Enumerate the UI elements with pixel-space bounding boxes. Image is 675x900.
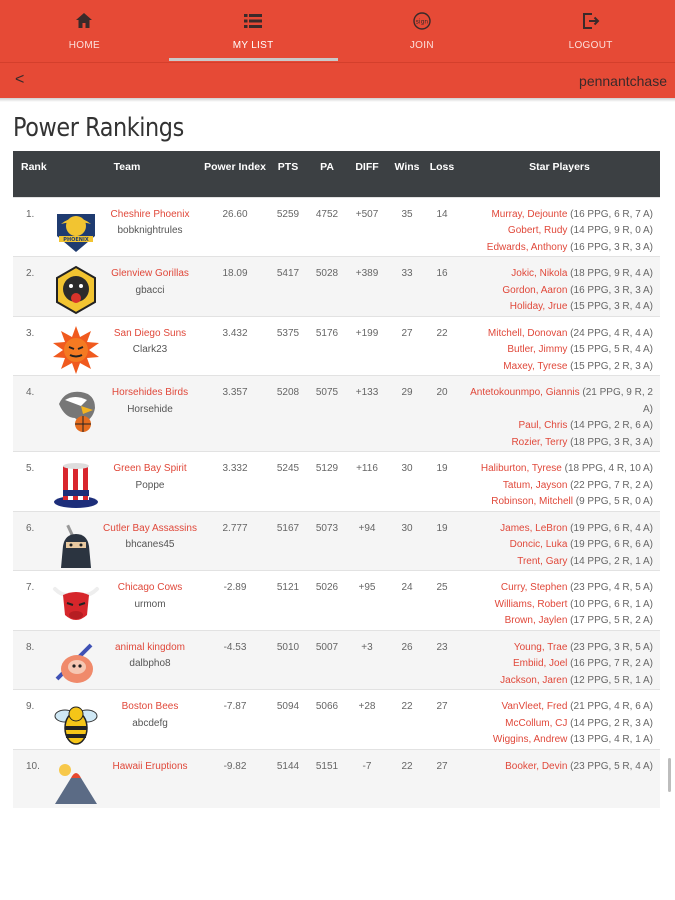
- rank-cell: 7.: [13, 571, 51, 631]
- team-logo-cell: [51, 197, 97, 257]
- star-player-link[interactable]: Rozier, Terry: [511, 436, 568, 448]
- power-index-cell: 3.432: [203, 316, 267, 376]
- star-player: [459, 673, 653, 690]
- team-logo-cell: [51, 749, 97, 808]
- star-player: [459, 266, 653, 283]
- star-player: [459, 640, 653, 657]
- star-player-link[interactable]: Wiggins, Andrew: [492, 734, 568, 745]
- power-index-cell: 3.332: [203, 452, 267, 512]
- star-player-stats: (22 PPG, 7 R, 2 A): [567, 479, 653, 491]
- team-logo-cell: [51, 630, 97, 690]
- star-player-stats: (23 PPG, 4 R, 5 A): [567, 582, 653, 593]
- table-row: [13, 316, 660, 376]
- star-player: [459, 699, 653, 716]
- rank-cell: 4.: [13, 376, 51, 452]
- bull-logo: [51, 579, 101, 629]
- star-player-stats: (10 PPG, 6 R, 1 A): [567, 598, 653, 610]
- pts-cell: 5121: [267, 571, 309, 631]
- star-player-link[interactable]: Murray, Dejounte: [491, 208, 568, 220]
- pts-cell: 5094: [267, 690, 309, 750]
- star-player-stats: (18 PPG, 3 R, 3 A): [567, 436, 653, 448]
- star-player-link[interactable]: Antetokounmpo, Giannis: [470, 387, 580, 398]
- wins-cell: 22: [389, 749, 425, 808]
- team-cell: [97, 690, 203, 750]
- team-cell: [97, 571, 203, 631]
- pts-cell: 5375: [267, 316, 309, 376]
- wins-cell: 30: [389, 452, 425, 512]
- star-player-stats: (14 PPG, 2 R, 1 A): [567, 555, 653, 567]
- star-player-stats: (9 PPG, 5 R, 0 A): [572, 496, 653, 507]
- loss-cell: 14: [425, 197, 459, 257]
- star-player-stats: (15 PPG, 2 R, 3 A): [567, 360, 653, 372]
- team-owner: Poppe: [135, 479, 165, 491]
- star-players-cell: [459, 749, 660, 808]
- ninja-logo: [51, 520, 101, 570]
- wins-cell: 26: [389, 630, 425, 690]
- star-player-link[interactable]: James, LeBron: [500, 522, 568, 534]
- bee-logo: [51, 698, 101, 748]
- nav-join[interactable]: [338, 0, 507, 62]
- diff-cell: +199: [345, 316, 389, 376]
- team-name-link[interactable]: Horsehides Birds: [111, 387, 189, 398]
- team-owner: gbacci: [135, 284, 165, 296]
- star-player: [459, 299, 653, 316]
- pa-cell: 5075: [309, 376, 345, 452]
- sub-header: [0, 62, 675, 98]
- star-player: [459, 521, 653, 538]
- star-player-link[interactable]: Embiid, Joel: [512, 658, 568, 669]
- hat-logo: [51, 460, 101, 510]
- power-index-cell: -4.53: [203, 630, 267, 690]
- star-player-stats: (15 PPG, 3 R, 4 A): [567, 301, 653, 312]
- star-player-link[interactable]: Doncic, Luka: [509, 539, 568, 550]
- loss-cell: 27: [425, 690, 459, 750]
- pa-cell: 5007: [309, 630, 345, 690]
- top-nav: [0, 0, 675, 62]
- star-player-stats: (17 PPG, 5 R, 2 A): [567, 615, 653, 626]
- header-shadow: [0, 98, 675, 102]
- team-cell: [97, 316, 203, 376]
- team-owner: urmom: [134, 598, 166, 610]
- star-player: [459, 435, 653, 452]
- power-index-cell: 3.357: [203, 376, 267, 452]
- table-row: [13, 690, 660, 750]
- star-player-stats: (13 PPG, 4 R, 1 A): [567, 734, 653, 745]
- table-row: [13, 257, 660, 317]
- loss-cell: 16: [425, 257, 459, 317]
- header-power-index: Power Index: [203, 151, 267, 197]
- star-player-stats: (14 PPG, 9 R, 0 A): [567, 225, 653, 236]
- star-players-cell: [459, 197, 660, 257]
- team-name-link[interactable]: Glenview Gorillas: [111, 268, 189, 279]
- rank-cell: 1.: [13, 197, 51, 257]
- star-player-link[interactable]: Booker, Devin: [505, 760, 568, 772]
- star-player-link[interactable]: Edwards, Anthony: [486, 241, 568, 253]
- star-player: [459, 732, 653, 749]
- nav-home[interactable]: [0, 0, 169, 62]
- star-player-link[interactable]: Gordon, Aaron: [502, 284, 568, 296]
- rank-cell: 2.: [13, 257, 51, 317]
- star-player-link[interactable]: Holiday, Jrue: [509, 301, 568, 312]
- team-owner: abcdefg: [132, 717, 168, 729]
- team-name-link[interactable]: San Diego Suns: [113, 327, 187, 339]
- pts-cell: 5245: [267, 452, 309, 512]
- pa-cell: 5073: [309, 511, 345, 571]
- team-name-link[interactable]: Hawaii Eruptions: [112, 760, 188, 772]
- power-index-cell: 18.09: [203, 257, 267, 317]
- team-cell: [97, 511, 203, 571]
- diff-cell: +94: [345, 511, 389, 571]
- star-player-stats: (16 PPG, 3 R, 3 A): [567, 284, 653, 296]
- wins-cell: 30: [389, 511, 425, 571]
- power-index-cell: -7.87: [203, 690, 267, 750]
- star-player-link[interactable]: Williams, Robert: [494, 598, 568, 610]
- team-name-link[interactable]: Boston Bees: [121, 701, 179, 712]
- nav-join-label: JOIN: [409, 40, 434, 51]
- star-player-link[interactable]: Butler, Jimmy: [507, 344, 568, 355]
- wins-cell: 29: [389, 376, 425, 452]
- scrollbar[interactable]: [668, 758, 671, 792]
- star-player: [459, 554, 653, 571]
- star-player: [459, 716, 653, 733]
- volcano-logo: [51, 758, 101, 808]
- svg-text:sign: sign: [415, 18, 429, 26]
- home-icon: [74, 11, 94, 31]
- svg-text:PHOENIX: PHOENIX: [63, 236, 89, 243]
- star-player-link[interactable]: Young, Trae: [513, 641, 568, 653]
- rank-cell: 3.: [13, 316, 51, 376]
- header-loss: Loss: [425, 151, 459, 197]
- star-player: [459, 494, 653, 511]
- team-logo-cell: [51, 511, 97, 571]
- star-player: [459, 342, 653, 359]
- star-player: [459, 656, 653, 673]
- star-player-stats: (16 PPG, 7 R, 2 A): [567, 658, 653, 669]
- star-players-cell: [459, 452, 660, 512]
- header-wins: Wins: [389, 151, 425, 197]
- sloth-logo: [51, 639, 101, 689]
- star-player: [459, 580, 653, 597]
- power-index-cell: -9.82: [203, 749, 267, 808]
- pts-cell: 5259: [267, 197, 309, 257]
- power-rankings-table: [13, 151, 660, 808]
- nav-logout-label: LOGOUT: [568, 40, 613, 51]
- star-player: [459, 461, 653, 478]
- star-player-link[interactable]: Jackson, Jaren: [500, 674, 568, 686]
- wins-cell: 27: [389, 316, 425, 376]
- star-players-cell: [459, 316, 660, 376]
- star-player-stats: (23 PPG, 5 R, 4 A): [567, 760, 653, 772]
- team-owner: dalbpho8: [129, 658, 171, 669]
- star-player-stats: (12 PPG, 5 R, 1 A): [567, 674, 653, 686]
- diff-cell: +133: [345, 376, 389, 452]
- rank-cell: 8.: [13, 630, 51, 690]
- star-player-link[interactable]: Jokic, Nikola: [511, 268, 568, 279]
- team-logo-cell: [51, 316, 97, 376]
- star-player-link[interactable]: VanVleet, Fred: [501, 701, 568, 712]
- nav-my-list[interactable]: [169, 0, 338, 62]
- loss-cell: 22: [425, 316, 459, 376]
- diff-cell: +389: [345, 257, 389, 317]
- team-logo-cell: [51, 571, 97, 631]
- star-players-cell: [459, 511, 660, 571]
- star-player-stats: (19 PPG, 6 R, 6 A): [567, 539, 653, 550]
- star-player: [459, 613, 653, 630]
- star-players-cell: [459, 630, 660, 690]
- page-title: Power Rankings: [13, 113, 184, 143]
- star-player-stats: (18 PPG, 4 R, 10 A): [561, 463, 653, 474]
- pts-cell: 5010: [267, 630, 309, 690]
- loss-cell: 25: [425, 571, 459, 631]
- team-owner: Clark23: [132, 344, 168, 355]
- star-player: [459, 240, 653, 257]
- team-owner: Horsehide: [127, 403, 173, 415]
- power-index-cell: 2.777: [203, 511, 267, 571]
- table-row: [13, 571, 660, 631]
- table-row: [13, 749, 660, 808]
- star-player-link[interactable]: Brown, Jaylen: [504, 615, 568, 626]
- phoenix-logo: [51, 206, 101, 256]
- loss-cell: 19: [425, 511, 459, 571]
- loss-cell: 23: [425, 630, 459, 690]
- diff-cell: +95: [345, 571, 389, 631]
- loss-cell: 19: [425, 452, 459, 512]
- pa-cell: 5026: [309, 571, 345, 631]
- team-cell: [97, 257, 203, 317]
- star-players-cell: [459, 257, 660, 317]
- star-player-link[interactable]: Tatum, Jayson: [502, 479, 568, 491]
- team-name-link[interactable]: Cutler Bay Assassins: [103, 522, 197, 534]
- star-player-link[interactable]: Curry, Stephen: [500, 582, 568, 593]
- star-player-stats: (15 PPG, 5 R, 4 A): [567, 344, 653, 355]
- pa-cell: 5028: [309, 257, 345, 317]
- rank-cell: 6.: [13, 511, 51, 571]
- star-player-link[interactable]: Maxey, Tyrese: [503, 360, 568, 372]
- team-logo-cell: [51, 452, 97, 512]
- wins-cell: 33: [389, 257, 425, 317]
- logout-icon: [581, 11, 601, 31]
- header-star-players: Star Players: [459, 151, 660, 197]
- star-player: [459, 759, 653, 776]
- header-rank: Rank: [13, 151, 51, 197]
- star-player: [459, 597, 653, 614]
- star-player: [459, 478, 653, 495]
- rank-cell: 10.: [13, 749, 51, 808]
- team-cell: [97, 749, 203, 808]
- star-player-link[interactable]: Haliburton, Tyrese: [480, 463, 562, 474]
- join-icon: [412, 11, 432, 31]
- nav-home-label: HOME: [68, 40, 100, 51]
- star-player: [459, 326, 653, 343]
- team-logo-cell: [51, 257, 97, 317]
- pa-cell: 5176: [309, 316, 345, 376]
- star-player: [459, 223, 653, 240]
- star-player: [459, 283, 653, 300]
- diff-cell: -7: [345, 749, 389, 808]
- wins-cell: 35: [389, 197, 425, 257]
- eagle-logo: [51, 384, 101, 434]
- diff-cell: +507: [345, 197, 389, 257]
- pa-cell: 5151: [309, 749, 345, 808]
- pa-cell: 4752: [309, 197, 345, 257]
- table-row: [13, 376, 660, 452]
- star-player-stats: (21 PPG, 4 R, 6 A): [567, 701, 653, 712]
- table-row: [13, 630, 660, 690]
- nav-my-list-label: MY LIST: [232, 40, 274, 51]
- star-player-stats: (19 PPG, 6 R, 4 A): [567, 522, 653, 534]
- pa-cell: 5129: [309, 452, 345, 512]
- team-owner: bobknightrules: [117, 225, 183, 236]
- loss-cell: 20: [425, 376, 459, 452]
- star-player-stats: (16 PPG, 3 R, 3 A): [567, 241, 653, 253]
- star-player-link[interactable]: Gobert, Rudy: [507, 225, 568, 236]
- star-player-link[interactable]: Trent, Gary: [517, 555, 568, 567]
- team-name-link[interactable]: Cheshire Phoenix: [110, 208, 190, 220]
- star-players-cell: [459, 690, 660, 750]
- star-player-stats: (16 PPG, 6 R, 7 A): [567, 208, 653, 220]
- team-logo-cell: [51, 376, 97, 452]
- team-logo-cell: [51, 690, 97, 750]
- back-button[interactable]: <: [15, 71, 25, 88]
- power-index-cell: 26.60: [203, 197, 267, 257]
- star-player: [459, 418, 653, 435]
- rank-cell: 9.: [13, 690, 51, 750]
- table-row: [13, 511, 660, 571]
- table-header-row: [13, 151, 660, 197]
- pts-cell: 5144: [267, 749, 309, 808]
- star-player: [459, 385, 653, 418]
- diff-cell: +116: [345, 452, 389, 512]
- star-players-cell: [459, 376, 660, 452]
- loss-cell: 27: [425, 749, 459, 808]
- team-cell: [97, 376, 203, 452]
- diff-cell: +3: [345, 630, 389, 690]
- star-player-link[interactable]: Robinson, Mitchell: [491, 496, 573, 507]
- wins-cell: 24: [389, 571, 425, 631]
- star-player-stats: (21 PPG, 9 R, 2 A): [579, 387, 653, 415]
- team-cell: [97, 452, 203, 512]
- star-player-stats: (18 PPG, 9 R, 4 A): [567, 268, 653, 279]
- table-row: [13, 197, 660, 257]
- diff-cell: +28: [345, 690, 389, 750]
- team-cell: [97, 630, 203, 690]
- header-pts: PTS: [267, 151, 309, 197]
- star-player-link[interactable]: Mitchell, Donovan: [487, 327, 568, 339]
- pts-cell: 5167: [267, 511, 309, 571]
- team-name-link[interactable]: animal kingdom: [114, 641, 186, 653]
- star-player-link[interactable]: Paul, Chris: [518, 420, 568, 431]
- nav-logout[interactable]: [506, 0, 675, 62]
- power-index-cell: -2.89: [203, 571, 267, 631]
- sun-logo: [51, 325, 101, 375]
- star-player: [459, 359, 653, 376]
- team-cell: [97, 197, 203, 257]
- star-player-stats: (14 PPG, 2 R, 3 A): [567, 717, 653, 729]
- header-diff: DIFF: [345, 151, 389, 197]
- brand-name: pennantchase: [579, 73, 667, 89]
- team-name-link[interactable]: Green Bay Spirit: [113, 463, 187, 474]
- rank-cell: 5.: [13, 452, 51, 512]
- team-name-link[interactable]: Chicago Cows: [117, 582, 183, 593]
- list-icon: [243, 11, 263, 31]
- star-player-stats: (23 PPG, 3 R, 5 A): [567, 641, 653, 653]
- wins-cell: 22: [389, 690, 425, 750]
- star-player-stats: (24 PPG, 4 R, 4 A): [567, 327, 653, 339]
- header-team: Team: [51, 151, 203, 197]
- gorilla-logo: [51, 265, 101, 315]
- team-owner: bhcanes45: [125, 539, 175, 550]
- pts-cell: 5417: [267, 257, 309, 317]
- table-row: [13, 452, 660, 512]
- pts-cell: 5208: [267, 376, 309, 452]
- pa-cell: 5066: [309, 690, 345, 750]
- header-pa: PA: [309, 151, 345, 197]
- star-player: [459, 537, 653, 554]
- star-player-link[interactable]: McCollum, CJ: [505, 717, 568, 729]
- star-players-cell: [459, 571, 660, 631]
- star-player: [459, 207, 653, 224]
- star-player-stats: (14 PPG, 2 R, 6 A): [567, 420, 653, 431]
